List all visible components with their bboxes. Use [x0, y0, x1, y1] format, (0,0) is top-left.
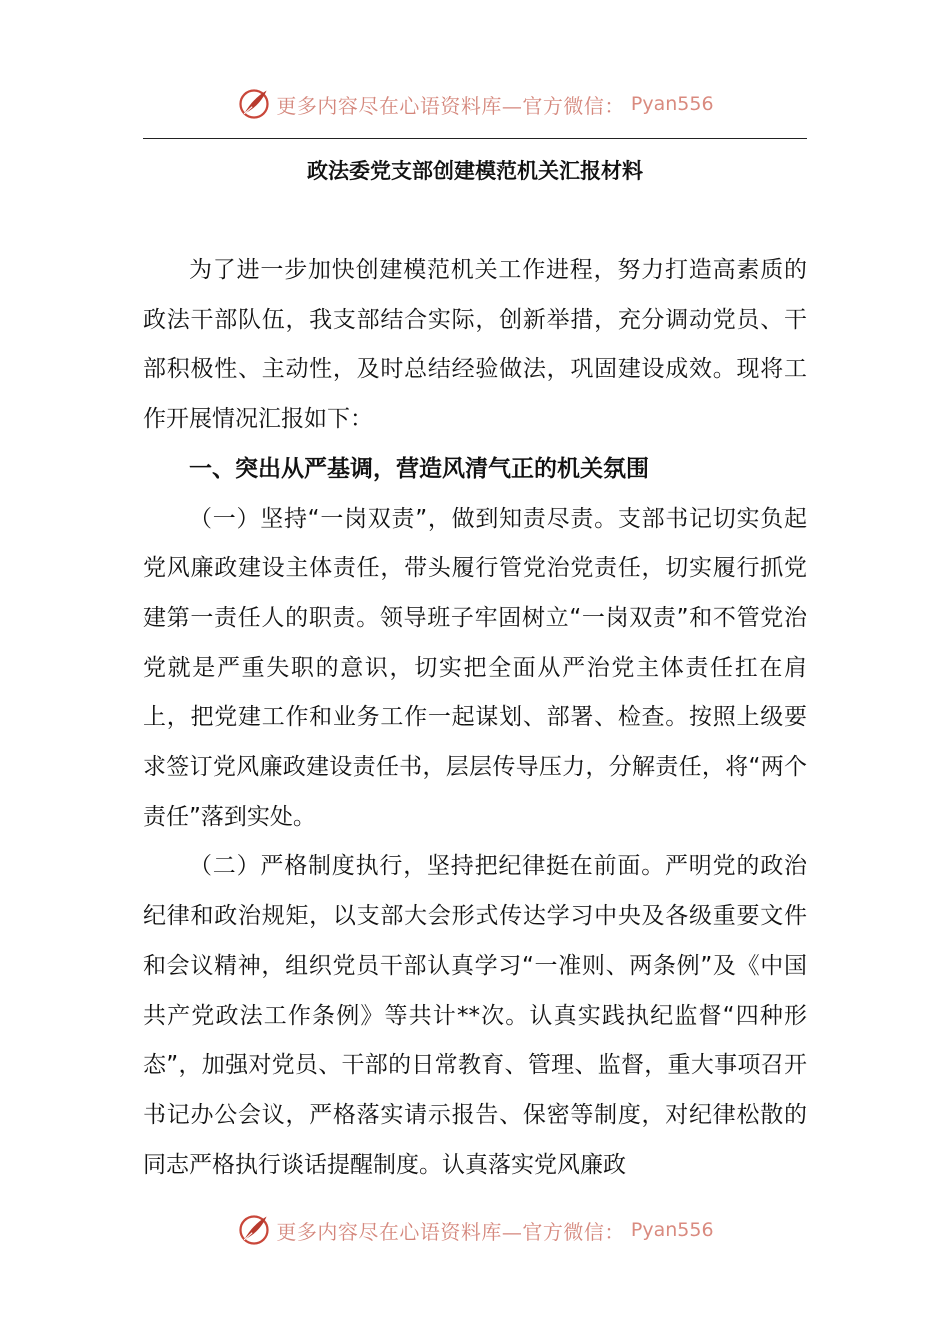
watermark-wechat-id: Pyan556: [630, 1219, 714, 1241]
header-divider: [143, 138, 807, 139]
watermark-text: 更多内容尽在心语资料库—官方微信：: [276, 1219, 625, 1244]
body-paragraph: （二）严格制度执行，坚持把纪律挺在前面。严明党的政治纪律和政治规矩，以支部大会形式传达学习中央及各级重要文件和会议精神，组织党员干部认真学习“一准则、两条例”及《中国共产党政法工作条例》等共计**次。认真实践执纪监督“四种形态”，加强对党员、干部的日常教育、管理、监督，重大事项召开书记办公会议，严格落实请示报告、保密等制度，对纪律松散的同志严格执行谈话提醒制度。认真落实党风廉政: [143, 853, 807, 1178]
document-title: 政法委党支部创建模范机关汇报材料: [307, 159, 643, 183]
watermark-top: [0, 84, 950, 124]
body-paragraph: （一）坚持“一岗双责”，做到知责尽责。支部书记切实负起党风廉政建设主体责任，带头履行管党治党责任，切实履行抓党建第一责任人的职责。领导班子牢固树立“一岗双责”和不管党治党就是严重失职的意识，切实把全面从严治党主体责任扛在肩上，把党建工作和业务工作一起谋划、部署、检查。按照上级要求签订党风廉政建设责任书，层层传导压力，分解责任，将“两个责任”落到实处。: [143, 505, 807, 830]
quill-logo-icon: [236, 86, 272, 122]
section-heading: 一、突出从严基调，营造风清气正的机关氛围: [189, 455, 649, 482]
intro-paragraph: 为了进一步加快创建模范机关工作进程，努力打造高素质的政法干部队伍，我支部结合实际，创新举措，充分调动党员、干部积极性、主动性，及时总结经验做法，巩固建设成效。现将工作开展情况汇报如下：: [143, 257, 807, 433]
quill-logo-icon: [236, 1212, 272, 1248]
watermark-wechat-id: Pyan556: [630, 93, 714, 115]
watermark-bottom: [0, 1210, 950, 1250]
watermark-text: 更多内容尽在心语资料库—官方微信：: [276, 93, 625, 118]
document-body: [143, 246, 807, 1190]
